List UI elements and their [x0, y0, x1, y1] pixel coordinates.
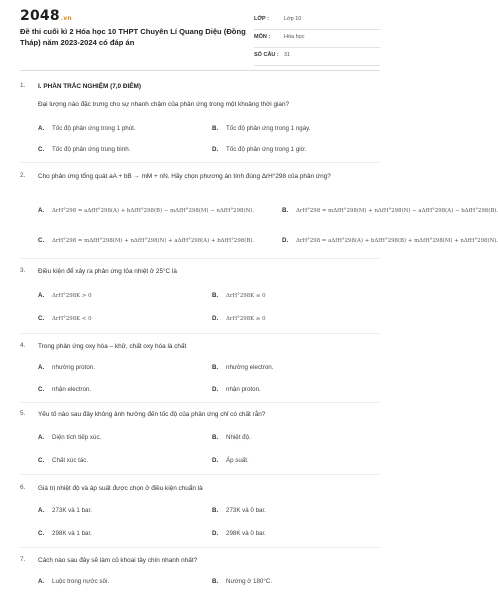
option-text: nhận electron. [52, 386, 92, 393]
q5-option-a[interactable] [38, 434, 101, 441]
option-text: ΔrH°298 = mΔfH°298(M) + nΔfH°298(N) − aΔfH°298(A) − bΔfH°298(B). [296, 208, 498, 214]
q4-option-d[interactable] [212, 386, 261, 393]
option-label: C. [38, 530, 45, 537]
q1-option-a[interactable] [38, 125, 136, 132]
question-number: 4. [20, 342, 26, 349]
q6-option-d[interactable] [212, 530, 266, 537]
q6-option-c[interactable] [38, 530, 92, 537]
q2-option-d[interactable] [282, 237, 498, 244]
page-header [0, 0, 400, 68]
q4-option-c[interactable] [38, 386, 91, 393]
q5-option-d[interactable] [212, 457, 249, 464]
option-text: ΔrH°298K > 0 [52, 293, 92, 299]
option-text: Nhiệt độ. [226, 434, 251, 441]
option-label: C. [38, 386, 45, 393]
option-text: nhường proton. [52, 364, 95, 371]
option-text: Tốc độ phản ứng trong 1 giờ. [226, 146, 307, 153]
q1-option-c[interactable] [38, 146, 130, 153]
option-label: B. [212, 364, 219, 371]
option-text: Tốc độ phản ứng trong 1 ngày. [226, 125, 311, 132]
option-label: D. [212, 530, 219, 537]
question-text: Giá trị nhiệt độ và áp suất được chọn ở điều kiện chuẩn là [38, 485, 203, 492]
question-divider [20, 258, 380, 259]
option-text: 273K và 1 bar. [52, 507, 92, 514]
meta-row-class [254, 12, 380, 30]
option-text: Tốc độ phản ứng trong 1 phút. [52, 125, 136, 132]
q7-option-b[interactable] [212, 578, 272, 585]
meta-value: 31 [284, 52, 291, 58]
question-text: Cách nào sau đây sẽ làm củ khoai tây chín nhanh nhất? [38, 557, 198, 564]
exam-meta [254, 12, 380, 66]
meta-row-count [254, 48, 380, 66]
option-text: 273K và 0 bar. [226, 507, 266, 514]
q7-option-a[interactable] [38, 578, 109, 585]
header-divider [20, 70, 380, 71]
option-text: ΔrH°298K ≤ 0 [226, 293, 266, 299]
question-divider [20, 402, 380, 403]
option-text: ΔrH°298 = mΔfH°298(M) + nΔfH°298(N) + aΔfH°298(A) + bΔfH°298(B). [52, 238, 255, 244]
option-label: D. [212, 457, 219, 464]
question-text: Trong phản ứng oxy hóa – khử, chất oxy hóa là chất [38, 343, 187, 350]
option-text: nhường electron. [226, 364, 274, 371]
option-label: A. [38, 578, 45, 585]
option-label: B. [282, 207, 289, 214]
option-text: Chất xúc tác. [52, 457, 89, 464]
meta-key: SỐ CÂU : [254, 52, 279, 58]
q5-option-c[interactable] [38, 457, 88, 464]
q4-option-b[interactable] [212, 364, 273, 371]
q1-option-b[interactable] [212, 125, 311, 132]
option-label: D. [212, 315, 219, 322]
question-text: Yếu tố nào sau đây không ảnh hưởng đến tốc độ của phản ứng chỉ có chất rắn? [38, 411, 266, 418]
q2-option-a[interactable] [38, 207, 254, 214]
option-text: ΔrH°298K ≥ 0 [226, 316, 266, 322]
option-label: A. [38, 434, 45, 441]
option-label: D. [212, 386, 219, 393]
section-heading: I. PHẦN TRẮC NGHIỆM (7,0 ĐIỂM) [38, 83, 141, 90]
option-text: ΔrH°298K < 0 [52, 316, 92, 322]
option-text: Nướng ở 180°C. [226, 578, 273, 585]
meta-value: Lớp 10 [284, 16, 302, 22]
option-label: C. [38, 237, 45, 244]
meta-key: MÔN : [254, 34, 271, 40]
q2-option-b[interactable] [282, 207, 498, 214]
option-label: B. [212, 507, 219, 514]
option-label: B. [212, 125, 219, 132]
q4-option-a[interactable] [38, 364, 95, 371]
meta-key: LỚP : [254, 16, 269, 22]
question-number: 7. [20, 556, 26, 563]
q3-option-a[interactable] [38, 292, 92, 299]
question-number: 6. [20, 484, 26, 491]
option-text: nhận proton. [226, 386, 261, 393]
option-text: Luộc trong nước sôi. [52, 578, 110, 585]
option-label: C. [38, 315, 45, 322]
option-label: A. [38, 292, 45, 299]
option-label: A. [38, 507, 45, 514]
question-divider [20, 547, 380, 548]
question-number: 1. [20, 82, 26, 89]
option-label: A. [38, 364, 45, 371]
logo-suffix: .vn [60, 15, 72, 22]
option-text: Diện tích tiếp xúc. [52, 434, 102, 441]
option-text: 298K và 0 bar. [226, 530, 266, 537]
option-label: B. [212, 434, 219, 441]
option-label: D. [212, 146, 219, 153]
q5-option-b[interactable] [212, 434, 251, 441]
q2-option-c[interactable] [38, 237, 254, 244]
question-number: 3. [20, 267, 26, 274]
option-label: A. [38, 125, 45, 132]
meta-row-subject [254, 30, 380, 48]
q6-option-b[interactable] [212, 507, 266, 514]
option-text: Tốc độ phản ứng trung bình. [52, 146, 131, 153]
question-divider [20, 162, 380, 163]
option-label: C. [38, 146, 45, 153]
option-text: ΔrH°298 = aΔfH°298(A) + bΔfH°298(B) + mΔfH°298(M) + nΔfH°298(N). [296, 238, 498, 244]
option-label: B. [212, 292, 219, 299]
option-text: 298K và 1 bar. [52, 530, 92, 537]
site-logo[interactable] [20, 8, 72, 24]
exam-title: Đề thi cuối kì 2 Hóa học 10 THPT Chuyên Lí Quang Diệu (Đồng Tháp) năm 2023-2024 có đáp án [20, 27, 246, 47]
question-number: 2. [20, 172, 26, 179]
option-label: D. [282, 237, 289, 244]
question-text: Điều kiện để xảy ra phản ứng tỏa nhiệt ở 25°C là [38, 268, 177, 275]
option-label: C. [38, 457, 45, 464]
q1-option-d[interactable] [212, 146, 306, 153]
option-label: B. [212, 578, 219, 585]
option-text: Áp suất. [226, 457, 249, 464]
question-divider [20, 474, 380, 475]
question-text: Cho phản ứng tổng quát aA + bB → mM + nN. Hãy chọn phương án tính đúng ΔrH°298 của phản ứng? [38, 173, 331, 180]
q3-option-b[interactable] [212, 292, 266, 299]
q3-option-d[interactable] [212, 315, 266, 322]
question-text: Đại lượng nào đặc trưng cho sự nhanh chậm của phản ứng trong một khoảng thời gian? [38, 101, 290, 108]
q6-option-a[interactable] [38, 507, 92, 514]
meta-value: Hóa học [284, 34, 305, 40]
question-divider [20, 333, 380, 334]
logo-text: 2048 [20, 8, 60, 24]
option-label: A. [38, 207, 45, 214]
option-text: ΔrH°298 = aΔfH°298(A) + bΔfH°298(B) − mΔfH°298(M) − nΔfH°298(N). [52, 208, 255, 214]
question-number: 5. [20, 410, 26, 417]
q3-option-c[interactable] [38, 315, 92, 322]
